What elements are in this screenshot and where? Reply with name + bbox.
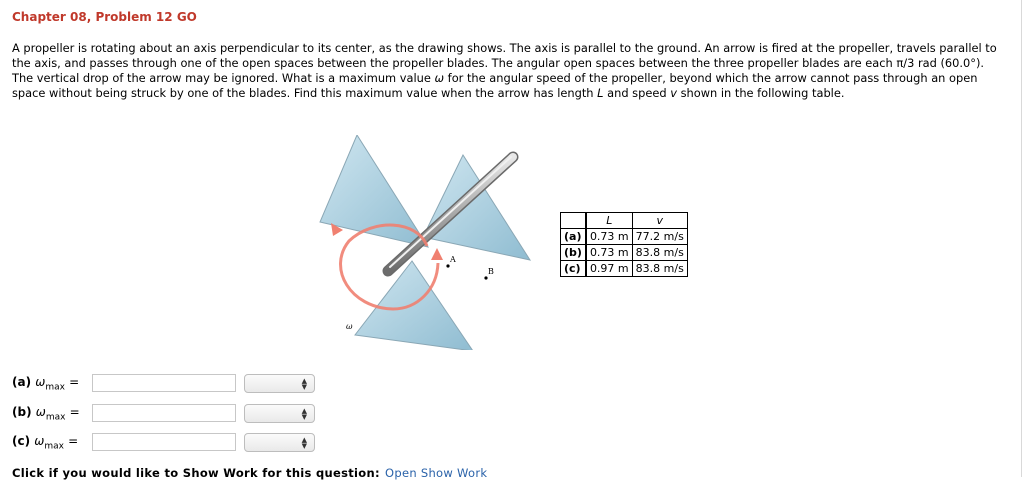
answer-row-a	[12, 373, 307, 395]
answer-label	[12, 375, 94, 392]
problem-angle: π/3 rad (60.0°)	[896, 56, 981, 71]
table-row-label: (b)	[561, 245, 586, 261]
answer-part: (c)	[12, 434, 31, 449]
answer-row-b	[12, 403, 307, 425]
table-row	[561, 245, 688, 261]
problem-text-4: and speed	[603, 86, 671, 101]
label-omega: ω	[346, 322, 353, 331]
answer-equals: =	[69, 405, 80, 420]
table-cell-v: 77.2 m/s	[632, 229, 687, 245]
problem-text-1: A propeller is rotating about an axis perpendicular to its center, as the drawing shows. The axis is parallel to the ground. An arrow is fired at the propeller, travels parallel to the axis, and passes through one of the open spaces between the propeller blades. The angular open spaces between the three propeller blades are each	[12, 41, 997, 71]
answer-input-b[interactable]	[92, 404, 236, 422]
table-cell-L: 0.97 m	[586, 261, 632, 277]
answer-part: (b)	[12, 405, 32, 420]
table-corner-cell	[561, 213, 586, 229]
select-updown-icon: ▲ ▼	[301, 407, 307, 421]
select-updown-icon: ▲ ▼	[301, 436, 307, 450]
table-cell-v: 83.8 m/s	[632, 261, 687, 277]
answer-symbol: ω	[35, 375, 46, 390]
table-row	[561, 261, 688, 277]
values-table	[560, 212, 688, 277]
propeller-figure	[305, 135, 555, 350]
answer-label	[12, 405, 94, 422]
table-row-label: (a)	[561, 229, 586, 245]
units-select-a[interactable]	[244, 374, 315, 393]
answer-equals: =	[68, 434, 79, 449]
point-a-marker	[446, 264, 449, 267]
show-work-text: Click if you would like to Show Work for this question:	[12, 466, 380, 480]
answer-input-a[interactable]	[92, 374, 236, 392]
answer-subscript: max	[45, 382, 65, 393]
open-show-work-link[interactable]: Open Show Work	[385, 466, 488, 480]
table-header-L: L	[586, 213, 632, 229]
table-row-label: (c)	[561, 261, 586, 277]
go-link[interactable]: GO	[176, 10, 197, 24]
answer-subscript: max	[45, 412, 66, 423]
answer-input-c[interactable]	[92, 433, 236, 451]
point-b-marker	[484, 276, 487, 279]
page-title	[12, 10, 197, 24]
answer-row-c	[12, 432, 307, 454]
label-b: B	[488, 267, 494, 276]
problem-text-2: . The vertical drop of the arrow may be ignored. What is a maximum value	[12, 56, 985, 86]
problem-text-3: for the angular speed of the propeller, beyond which the arrow cannot pass through an open space without being struck by one of the blades. Find this maximum value when the arrow has length	[12, 71, 978, 101]
units-select-c[interactable]	[244, 433, 315, 452]
problem-statement	[12, 41, 1002, 101]
table-cell-v: 83.8 m/s	[632, 245, 687, 261]
table-row	[561, 229, 688, 245]
table-header-v: v	[632, 213, 687, 229]
answer-equals: =	[69, 375, 80, 390]
answer-label	[12, 434, 94, 451]
rotation-arrowhead-icon	[431, 248, 443, 260]
answer-symbol: ω	[35, 405, 46, 420]
units-select-b[interactable]	[244, 404, 315, 423]
propeller-blade-right	[423, 155, 530, 260]
answer-symbol: ω	[34, 434, 45, 449]
table-header-row	[561, 213, 688, 229]
problem-L: L	[597, 86, 604, 101]
problem-omega: ω	[434, 71, 445, 86]
answer-subscript: max	[44, 441, 64, 452]
show-work-prompt	[12, 466, 488, 480]
select-updown-icon: ▲ ▼	[301, 377, 307, 391]
label-a: A	[450, 255, 456, 264]
chapter-title: Chapter 08, Problem 12	[12, 10, 173, 24]
problem-text-5: shown in the following table.	[676, 86, 845, 101]
table-cell-L: 0.73 m	[586, 245, 632, 261]
table-cell-L: 0.73 m	[586, 229, 632, 245]
problem-v: v	[670, 86, 677, 101]
answer-part: (a)	[12, 375, 32, 390]
